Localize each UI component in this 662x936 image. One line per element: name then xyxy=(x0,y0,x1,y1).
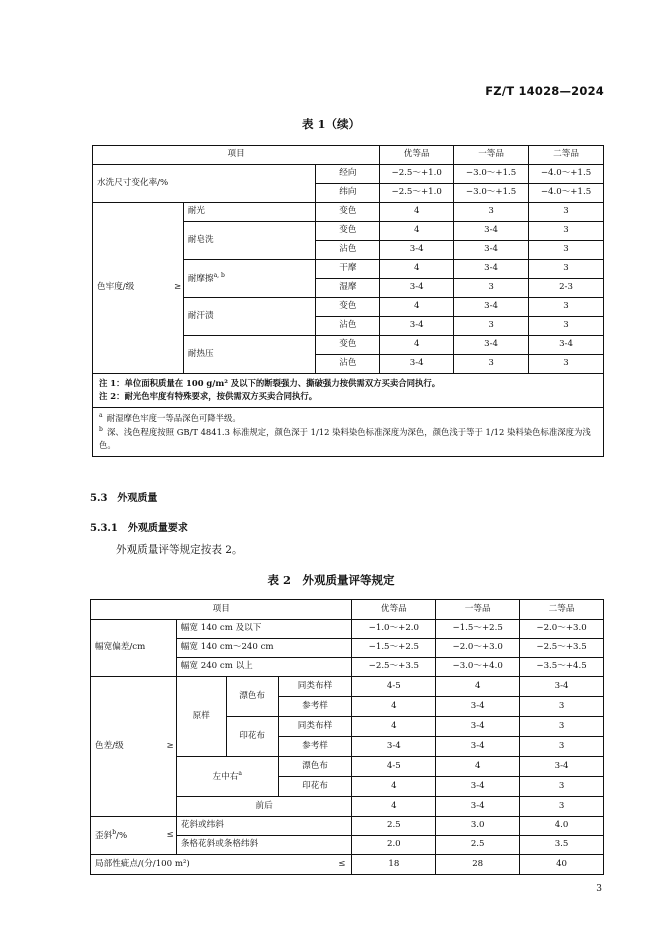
footnote-a xyxy=(99,411,597,425)
header-grade-first: 一等品 xyxy=(436,600,520,620)
cell: 3 xyxy=(520,777,604,797)
cell: 4 xyxy=(380,260,454,279)
section-title: 外观质量要求 xyxy=(127,523,188,534)
section-5-3-1 xyxy=(90,519,188,534)
section-5-3 xyxy=(90,489,157,504)
cell: −4.0～+1.5 xyxy=(529,165,604,184)
footnote-mark: b xyxy=(112,828,117,836)
fastness-group: 耐光 xyxy=(183,203,316,222)
cell: 3 xyxy=(520,797,604,817)
fastness-group: 耐皂洗 xyxy=(183,222,316,260)
lr-text: 左中右 xyxy=(212,771,239,782)
color-diff-label: 色差/级 xyxy=(91,677,165,817)
cell: 同类布样 xyxy=(278,717,352,737)
cell: −4.0～+1.5 xyxy=(529,184,604,203)
footnote-b xyxy=(99,425,597,453)
fastness-group: 耐汗渍 xyxy=(183,298,316,336)
table2-header-row xyxy=(91,600,604,620)
lr-label xyxy=(176,757,278,797)
header-item: 项目 xyxy=(93,146,380,165)
table-row xyxy=(91,855,604,875)
section-number: 5.3 xyxy=(90,493,108,504)
cell: 漂色布 xyxy=(278,757,352,777)
cell: 3-4 xyxy=(436,697,520,717)
cell: 4-5 xyxy=(352,757,436,777)
cell: −1.5～+2.5 xyxy=(436,620,520,639)
cell: 参考样 xyxy=(278,697,352,717)
cell: 3-4 xyxy=(436,737,520,757)
cell: 3 xyxy=(454,203,529,222)
cell: 花斜或纬斜 xyxy=(176,817,352,836)
cell: 2.5 xyxy=(436,836,520,855)
table1-header-row xyxy=(93,146,604,165)
cell: 参考样 xyxy=(278,737,352,757)
cell: −2.5～+3.5 xyxy=(520,639,604,658)
cell: 3-4 xyxy=(520,677,604,697)
cell: 3 xyxy=(529,203,604,222)
table-row xyxy=(91,620,604,639)
cell: 4 xyxy=(352,797,436,817)
cell: 3-4 xyxy=(454,260,529,279)
printed-label: 印花布 xyxy=(226,717,278,757)
cell: 3 xyxy=(529,222,604,241)
cell: 干摩 xyxy=(316,260,380,279)
cell: 4 xyxy=(352,777,436,797)
cell: −1.5～+2.5 xyxy=(352,639,436,658)
cell: 沾色 xyxy=(316,241,380,260)
skew-unit: /% xyxy=(116,830,128,841)
cell: 变色 xyxy=(316,222,380,241)
cell: 3-4 xyxy=(436,777,520,797)
cell: 变色 xyxy=(316,203,380,222)
cell: 3 xyxy=(529,241,604,260)
cell: 幅宽 240 cm 以上 xyxy=(176,658,352,677)
cell: 3-4 xyxy=(380,355,454,374)
cell: −2.5～+1.0 xyxy=(380,184,454,203)
cell: 3.5 xyxy=(520,836,604,855)
cell: 前后 xyxy=(176,797,352,817)
cell: 同类布样 xyxy=(278,677,352,697)
cell: 幅宽 140 cm～240 cm xyxy=(176,639,352,658)
le-symbol: ≤ xyxy=(164,817,176,855)
paragraph: 外观质量评等规定按表 2。 xyxy=(116,544,243,556)
cell: 4 xyxy=(436,757,520,777)
header-grade-second: 二等品 xyxy=(520,600,604,620)
cell: −2.0～+3.0 xyxy=(436,639,520,658)
cell: −3.5～+4.5 xyxy=(520,658,604,677)
cell: 3 xyxy=(529,260,604,279)
sample-label: 原样 xyxy=(176,677,226,757)
cell: −2.0～+3.0 xyxy=(520,620,604,639)
cell: 40 xyxy=(520,855,604,875)
cell: 经向 xyxy=(316,165,380,184)
cell: 3-4 xyxy=(436,797,520,817)
fastness-group xyxy=(183,260,316,298)
table2-caption: 表 2 外观质量评等规定 xyxy=(267,573,395,587)
cell: 变色 xyxy=(316,336,380,355)
footnote-mark: a xyxy=(238,769,242,777)
wash-label: 水洗尺寸变化率/% xyxy=(93,165,316,203)
note-2: 注 2：耐光色牢度有特殊要求，按供需双方买卖合同执行。 xyxy=(99,391,318,402)
cell: 3-4 xyxy=(454,241,529,260)
cell: 印花布 xyxy=(278,777,352,797)
skew-label xyxy=(91,817,165,855)
cell: 18 xyxy=(352,855,436,875)
table1 xyxy=(92,145,604,457)
cell: 3-4 xyxy=(380,279,454,298)
footnotes xyxy=(93,407,604,456)
cell: 4 xyxy=(436,677,520,697)
cell: 3-4 xyxy=(352,737,436,757)
header-grade-premium: 优等品 xyxy=(380,146,454,165)
table-row xyxy=(93,203,604,222)
cell: 3 xyxy=(454,279,529,298)
table-row xyxy=(93,165,604,184)
notes-row xyxy=(93,374,604,408)
fastness-group: 耐热压 xyxy=(183,336,316,374)
cell: 3 xyxy=(520,737,604,757)
cell: 4 xyxy=(380,298,454,317)
cell: 3 xyxy=(529,317,604,336)
section-number: 5.3.1 xyxy=(90,523,118,534)
cell: 3-4 xyxy=(454,336,529,355)
footnote-mark: a, b xyxy=(213,271,225,279)
skew-text: 歪斜 xyxy=(95,830,113,841)
cell: 3 xyxy=(529,298,604,317)
cell: −3.0～+1.5 xyxy=(454,184,529,203)
cell: 条格花斜或条格纬斜 xyxy=(176,836,352,855)
cell: 3-4 xyxy=(454,298,529,317)
cell: 3 xyxy=(454,355,529,374)
cell: 4 xyxy=(380,222,454,241)
le-symbol: ≤ xyxy=(278,855,352,875)
group-name: 耐摩擦 xyxy=(187,273,214,284)
cell: 4.0 xyxy=(520,817,604,836)
note-1: 注 1：单位面积质量在 100 g/m² 及以下的断裂强力、撕破强力按供需双方买卖合同执行。 xyxy=(99,378,441,388)
cell: 幅宽 140 cm 及以下 xyxy=(176,620,352,639)
cell: 3-4 xyxy=(380,317,454,336)
cell: 4 xyxy=(352,697,436,717)
cell: 沾色 xyxy=(316,355,380,374)
notes xyxy=(93,374,604,408)
cell: 4 xyxy=(352,717,436,737)
fastness-label: 色牢度/级 xyxy=(93,203,173,374)
standard-number: FZ/T 14028—2024 xyxy=(485,84,604,98)
header-grade-second: 二等品 xyxy=(529,146,604,165)
cell: 3.0 xyxy=(436,817,520,836)
cell: 3-4 xyxy=(436,717,520,737)
table-row xyxy=(91,677,604,697)
footnote-mark: b xyxy=(99,426,103,434)
cell: −3.0～+4.0 xyxy=(436,658,520,677)
cell: 纬向 xyxy=(316,184,380,203)
cell: 28 xyxy=(436,855,520,875)
cell: −1.0～+2.0 xyxy=(352,620,436,639)
cell: 2.0 xyxy=(352,836,436,855)
cell: 3 xyxy=(454,317,529,336)
cell: −3.0～+1.5 xyxy=(454,165,529,184)
table2 xyxy=(90,599,604,875)
cell: 3 xyxy=(520,697,604,717)
cell: 3 xyxy=(529,355,604,374)
cell: 湿摩 xyxy=(316,279,380,298)
cell: 4 xyxy=(380,203,454,222)
cell: 沾色 xyxy=(316,317,380,336)
header-grade-premium: 优等品 xyxy=(352,600,436,620)
header-item: 项目 xyxy=(91,600,352,620)
bleached-label: 漂色布 xyxy=(226,677,278,717)
cell: −2.5～+1.0 xyxy=(380,165,454,184)
footnote-text: 耐湿摩色牢度一等品深色可降半级。 xyxy=(106,412,241,423)
cell: 4-5 xyxy=(352,677,436,697)
cell: 2.5 xyxy=(352,817,436,836)
table-row xyxy=(91,817,604,836)
cell: 3-4 xyxy=(520,757,604,777)
cell: 3-4 xyxy=(454,222,529,241)
defects-label: 局部性疵点/(分/100 m²) xyxy=(91,855,279,875)
header-grade-first: 一等品 xyxy=(454,146,529,165)
section-title: 外观质量 xyxy=(117,493,158,504)
footnote-text: 深、浅色程度按照 GB/T 4841.3 标准规定，颜色深于 1/12 染料染色标准深度为深色，颜色浅于等于 1/12 染料染色标准深度为浅色。 xyxy=(99,426,591,451)
cell: 变色 xyxy=(316,298,380,317)
cell: 3-4 xyxy=(380,241,454,260)
width-label: 幅宽偏差/cm xyxy=(91,620,177,677)
page-number: 3 xyxy=(596,884,602,894)
table1-caption: 表 1（续） xyxy=(301,117,360,131)
cell: 4 xyxy=(380,336,454,355)
ge-symbol: ≥ xyxy=(164,677,176,817)
cell: 3 xyxy=(520,717,604,737)
ge-symbol: ≥ xyxy=(172,203,183,374)
cell: −2.5～+3.5 xyxy=(352,658,436,677)
footnotes-row xyxy=(93,407,604,456)
footnote-mark: a xyxy=(99,411,103,419)
cell: 3-4 xyxy=(529,336,604,355)
cell: 2-3 xyxy=(529,279,604,298)
